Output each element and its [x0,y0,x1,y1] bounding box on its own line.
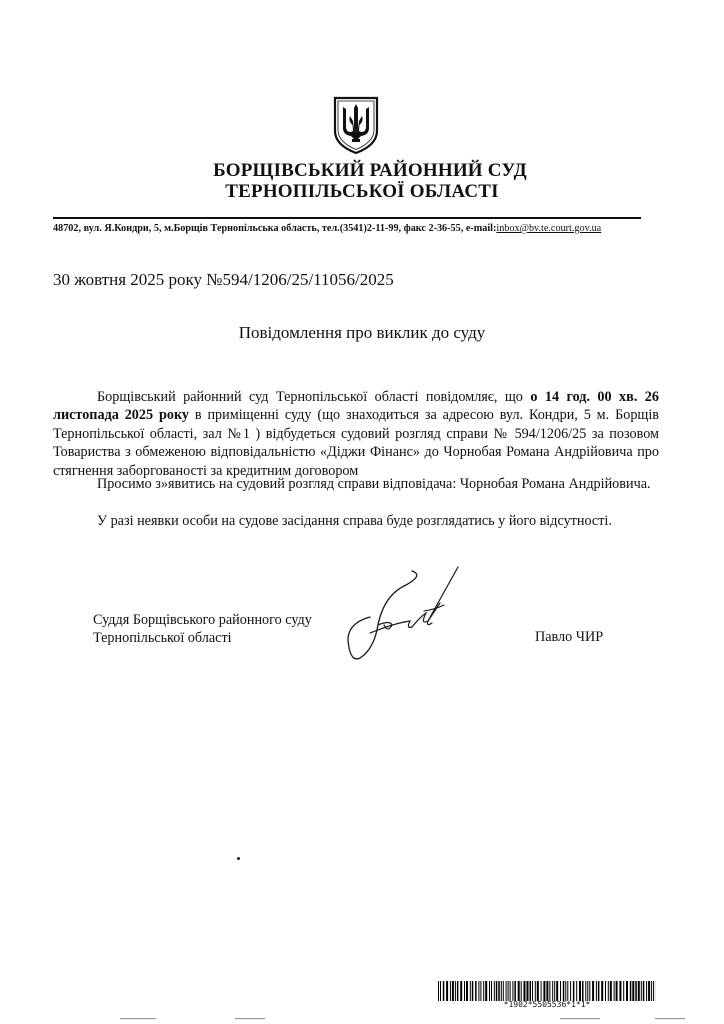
barcode-bar [457,981,459,1001]
barcode-bar [446,981,448,1001]
barcode-bar [567,981,568,1001]
barcode-bar [554,981,555,1001]
court-name-line2: ТЕРНОПІЛЬСЬКОЇ ОБЛАСТІ [225,181,499,202]
barcode-bar [641,981,642,1001]
barcode-bar [573,981,575,1001]
barcode-bar [483,981,484,1001]
barcode-bar [543,981,545,1001]
barcode-bar [546,981,548,1001]
address-text: 48702, вул. Я.Кондри, 5, м.Борщів Тернопільська область, тел.(3541)2-11-99, факс 2-36-55, e-mail: [53,223,497,234]
barcode-bar [514,981,516,1001]
barcode-bar [491,981,492,1001]
barcode-bar [498,981,500,1001]
barcode-bar [485,981,487,1001]
barcode-bar [450,981,451,1001]
barcode-bar [614,981,615,1001]
barcode-bar [646,981,647,1001]
barcode-bar [630,981,632,1001]
barcode-bar [619,981,621,1001]
barcode-bar [643,981,645,1001]
handwritten-signature [340,565,465,670]
barcode-bar [466,981,468,1001]
barcode-bar [438,981,439,1001]
paragraph-1-details: в приміщенні суду (що знаходиться за адресою вул. Кондри, 5 м. Борщів Тернопільської області, зал №1 ) відбудеться судовий розгляд справи № 594/1206/25 за позовом Товариства з обмеженою відповідальністю «Діджи Фінанс» до Чорнобая Романа Андрійовича про стягнення заборгованості за кредитним договором [53,407,659,479]
barcode-bar [532,981,533,1001]
barcode-bar [552,981,553,1001]
barcode-bar [570,981,571,1001]
barcode-bar [494,981,495,1001]
barcode-bar [541,981,542,1001]
barcode-bar [585,981,586,1001]
barcode-bar [496,981,498,1001]
scan-speck [237,857,240,860]
barcode-bar [579,981,581,1001]
barcode-bar [537,981,539,1001]
barcode-bar [480,981,481,1001]
barcode-bar [475,981,477,1001]
barcode-bar [440,981,441,1001]
barcode-bar [589,981,590,1001]
paragraph-1-intro: Борщівський районний суд Тернопільської області повідомляє, що [97,389,531,405]
barcode-bar [635,981,637,1001]
court-address [53,222,673,236]
document-date-number: 30 жовтня 2025 року №594/1206/25/11056/2025 [53,270,394,289]
barcode-bar [506,981,507,1001]
barcode-bar [510,981,511,1001]
barcode-bar [623,981,624,1001]
barcode-bar [470,981,471,1001]
barcode-bar [608,981,609,1001]
barcode-bar [508,981,509,1001]
paragraph-2-text: Просимо з»явитись на судовий розгляд справи відповідача: Чорнобая Романа Андрійовича. [97,476,651,492]
notice-paragraph-2 [53,475,659,493]
barcode-bar [524,981,526,1001]
barcode-bar [560,981,561,1001]
barcode-bar [501,981,502,1001]
scan-edge-marks [0,1018,724,1020]
barcode-bar [535,981,536,1001]
barcode-bar [512,981,513,1001]
barcode-bar [563,981,565,1001]
notice-title: Повідомлення про виклик до суду [238,323,486,342]
court-name-line1: БОРЩІВСЬКИЙ РАЙОННИЙ СУД [213,160,527,181]
barcode-bar [503,981,504,1001]
barcode-bar [605,981,606,1001]
barcode-bar [530,981,532,1001]
barcode-bar [592,981,594,1001]
barcode-bar [518,981,520,1001]
notice-paragraph-1 [53,388,659,480]
barcode-bar [478,981,479,1001]
barcode-bar [616,981,618,1001]
barcode-bar [648,981,650,1001]
header-divider [53,217,641,219]
judge-title-line2: Тернопільської області [93,630,232,647]
barcode-number: *1902*5505536*1*1* [503,1000,591,1009]
barcode-bar [598,981,600,1001]
barcode-bar [626,981,628,1001]
barcode-bar [582,981,584,1001]
barcode-bar [653,981,654,1001]
barcode-bar [521,981,522,1001]
barcode-bar [452,981,454,1001]
barcode-bar [576,981,577,1001]
barcode-bar [464,981,465,1001]
barcode-bar [527,981,529,1001]
barcode [438,981,656,1001]
barcode-bar [610,981,612,1001]
barcode-bar [565,981,566,1001]
judge-title [93,611,312,648]
barcode-bar [651,981,652,1001]
notice-paragraph-3 [53,512,673,530]
judge-name: Павло ЧИР [535,629,604,645]
barcode-bar [596,981,597,1001]
barcode-bar [638,981,640,1001]
judge-title-line1: Суддя Борщівського районного суду [93,612,312,628]
barcode-bar [472,981,474,1001]
barcode-bar [632,981,634,1001]
barcode-bar [601,981,603,1001]
barcode-bar [549,981,550,1001]
barcode-bar [489,981,490,1001]
barcode-bar [443,981,445,1001]
barcode-bar [556,981,558,1001]
barcode-bar [587,981,588,1001]
barcode-bar [455,981,456,1001]
hearing-datetime: о 14 год. 00 хв. 26 листопада 2025 року [53,389,659,424]
paragraph-3-text: У разі неявки особи на судове засідання справа буде розглядатись у його відсутності. [97,513,612,529]
coat-of-arms-icon [331,95,381,155]
court-email: inbox@bv.te.court.gov.ua [496,223,602,234]
barcode-bar [460,981,462,1001]
